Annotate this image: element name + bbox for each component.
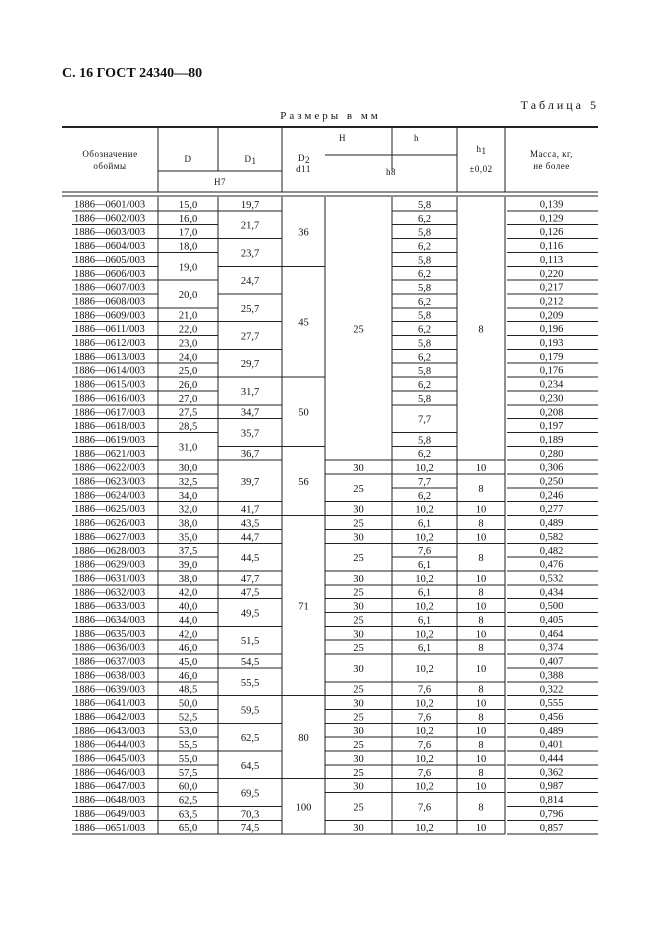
col-D2-cell: 50 [298, 407, 309, 419]
row-designation: 1886—0627/003 [74, 531, 146, 543]
col-h-cell: 7,6 [417, 712, 432, 724]
col-D-cell: 20,0 [178, 289, 198, 301]
row-designation: 1886—0645/003 [74, 753, 146, 765]
col-H-cell: 25 [353, 587, 364, 599]
col-h1-cell: 8 [478, 553, 484, 565]
col-D1-cell: 23,7 [240, 248, 260, 260]
col-D-cell: 31,0 [178, 442, 198, 454]
col-h-cell: 10,2 [415, 504, 434, 516]
col-D1-cell: 27,7 [240, 331, 260, 343]
col-h-cell: 6,2 [417, 449, 432, 461]
col-h-cell: 5,8 [417, 255, 432, 267]
col-D1-cell: 47,7 [240, 573, 260, 585]
mass-cell: 0,489 [539, 725, 564, 737]
col-D1-cell: 54,5 [240, 656, 260, 668]
header-h-small: h [414, 133, 419, 143]
col-D-cell: 40,0 [178, 601, 198, 613]
row-designation: 1886—0612/003 [74, 338, 146, 349]
mass-cell: 0,814 [539, 795, 564, 807]
mass-cell: 0,362 [539, 767, 564, 779]
col-h-cell: 6,2 [417, 296, 432, 308]
mass-cell: 0,230 [539, 393, 564, 405]
col-H-cell: 25 [353, 767, 364, 779]
header-h-big: H [339, 133, 346, 143]
row-designation: 1886—0649/003 [74, 808, 146, 820]
col-h-cell: 5,8 [417, 283, 432, 295]
col-h1-cell: 8 [478, 518, 484, 530]
row-designation: 1886—0628/003 [74, 545, 146, 557]
row-designation: 1886—0642/003 [74, 711, 146, 723]
col-H-cell: 30 [353, 629, 364, 641]
col-h-cell: 10,2 [415, 753, 434, 765]
col-h-cell: 6,2 [417, 379, 432, 391]
header-mass: не более [533, 161, 570, 171]
col-D1-cell: 59,5 [240, 705, 260, 717]
row-designation: 1886—0613/003 [74, 351, 146, 363]
row-designation: 1886—0608/003 [74, 296, 146, 308]
col-D1-cell: 25,7 [240, 303, 260, 315]
header-d2: D [298, 153, 305, 163]
mass-cell: 0,555 [539, 698, 564, 710]
mass-cell: 0,322 [539, 684, 564, 696]
row-designation: 1886—0639/003 [74, 684, 146, 696]
col-H-cell: 25 [353, 483, 364, 495]
row-designation: 1886—0648/003 [74, 795, 146, 807]
col-D-cell: 25,0 [178, 366, 198, 378]
col-D-cell: 38,0 [178, 573, 198, 585]
units-caption: Размеры в мм [280, 110, 381, 122]
col-D-cell: 27,0 [178, 393, 198, 405]
col-D-cell: 42,0 [178, 629, 198, 641]
row-designation: 1886—0617/003 [74, 407, 146, 419]
mass-cell: 0,407 [539, 656, 564, 668]
mass-cell: 0,212 [539, 296, 564, 308]
mass-cell: 0,280 [539, 448, 564, 460]
col-h1-cell: 10 [475, 726, 487, 738]
col-D-cell: 35,0 [178, 532, 198, 544]
col-D-cell: 21,0 [178, 310, 198, 322]
col-D-cell: 52,5 [178, 712, 198, 724]
col-h-cell: 5,8 [417, 227, 432, 239]
col-h1-cell: 10 [475, 753, 487, 765]
col-h-cell: 7,6 [417, 740, 432, 752]
col-D1-cell: 44,7 [240, 532, 260, 544]
col-h-cell: 6,1 [417, 643, 432, 655]
col-D1-cell: 74,5 [240, 823, 260, 835]
col-h-cell: 10,2 [415, 573, 434, 585]
mass-cell: 0,217 [539, 282, 564, 294]
mass-cell: 0,116 [539, 241, 564, 253]
header-d1-subscript: 1 [251, 156, 257, 166]
row-designation: 1886—0607/003 [74, 282, 146, 294]
col-D2-cell: 100 [295, 802, 312, 814]
col-h-cell: 6,1 [417, 560, 432, 572]
col-h1-cell: 10 [475, 823, 487, 835]
col-D1-cell: 47,5 [240, 587, 260, 599]
mass-cell: 0,250 [539, 476, 564, 488]
col-h1-cell: 8 [478, 483, 484, 495]
row-designation: 1886—0605/003 [74, 254, 146, 266]
col-D1-cell: 49,5 [240, 608, 260, 620]
col-h1-cell: 8 [478, 587, 484, 599]
col-D-cell: 39,0 [178, 560, 198, 572]
col-D1-cell: 51,5 [240, 636, 260, 648]
mass-cell: 0,434 [539, 587, 564, 599]
mass-cell: 0,196 [539, 324, 564, 336]
mass-cell: 0,582 [539, 531, 564, 543]
row-designation: 1886—0629/003 [74, 559, 146, 571]
col-D1-cell: 34,7 [240, 407, 260, 419]
col-h-cell: 5,8 [417, 310, 432, 322]
col-h-cell: 6,2 [417, 241, 432, 253]
mass-cell: 0,234 [539, 379, 564, 391]
row-designation: 1886—0637/003 [74, 656, 146, 668]
col-D-cell: 26,0 [178, 379, 198, 391]
col-H-cell: 25 [353, 740, 364, 752]
col-D1-cell: 44,5 [240, 553, 260, 565]
mass-cell: 0,464 [539, 628, 564, 640]
col-D2-cell: 80 [298, 733, 309, 745]
col-D1-cell: 24,7 [240, 276, 260, 288]
header-d1: D [244, 154, 252, 164]
col-h-cell: 5,8 [417, 435, 432, 447]
col-h-cell: 6,2 [417, 324, 432, 336]
col-h1-cell: 10 [475, 663, 487, 675]
col-D-cell: 30,0 [178, 463, 198, 475]
col-D-cell: 46,0 [178, 643, 198, 655]
col-H-cell: 30 [353, 753, 364, 765]
col-h-cell: 10,2 [415, 823, 434, 835]
mass-cell: 0,193 [539, 338, 564, 349]
mass-cell: 0,476 [539, 559, 564, 571]
mass-cell: 0,179 [539, 351, 564, 363]
col-h1-cell: 8 [478, 712, 484, 724]
col-D-cell: 38,0 [178, 518, 198, 530]
header-mass: Масса, кг, [530, 149, 573, 159]
col-h-cell: 10,2 [415, 463, 434, 475]
mass-cell: 0,857 [539, 822, 564, 834]
mass-cell: 0,197 [539, 421, 564, 433]
col-D-cell: 60,0 [178, 781, 198, 793]
col-D-cell: 32,5 [178, 476, 198, 488]
row-designation: 1886—0619/003 [74, 434, 146, 446]
col-h1-cell: 10 [475, 504, 487, 516]
col-H-cell: 30 [353, 698, 364, 710]
col-h-cell: 7,6 [417, 767, 432, 779]
col-D-cell: 37,5 [178, 546, 198, 558]
row-designation: 1886—0644/003 [74, 739, 146, 751]
col-D2-cell: 71 [298, 601, 309, 613]
col-h-cell: 5,8 [417, 393, 432, 405]
col-D-cell: 18,0 [178, 241, 198, 253]
col-h-cell: 10,2 [415, 629, 434, 641]
col-h1-cell: 10 [475, 573, 487, 585]
col-D-cell: 48,5 [178, 684, 198, 696]
col-h-cell: 5,8 [417, 199, 432, 211]
mass-cell: 0,796 [539, 808, 564, 820]
col-D1-cell: 31,7 [240, 386, 260, 398]
col-D-cell: 45,0 [178, 656, 198, 668]
col-D-cell: 34,0 [178, 490, 198, 502]
col-D-cell: 65,0 [178, 823, 198, 835]
col-D-cell: 19,0 [178, 262, 198, 274]
col-H-cell: 30 [353, 601, 364, 613]
page-title: С. 16 ГОСТ 24340—80 [62, 66, 203, 81]
col-h-cell: 6,2 [417, 213, 432, 225]
col-h-cell: 5,8 [417, 338, 432, 350]
col-h1-cell: 8 [478, 324, 484, 336]
col-D2-cell: 45 [298, 317, 309, 329]
mass-cell: 0,444 [539, 753, 564, 765]
row-designation: 1886—0622/003 [74, 462, 146, 474]
mass-cell: 0,209 [539, 310, 564, 322]
col-H-cell: 30 [353, 781, 364, 793]
col-D-cell: 53,0 [178, 726, 198, 738]
mass-cell: 0,139 [539, 199, 564, 211]
col-H-cell: 30 [353, 573, 364, 585]
col-D-cell: 27,5 [178, 407, 198, 419]
mass-cell: 0,405 [539, 615, 564, 626]
row-designation: 1886—0615/003 [74, 379, 146, 391]
col-D-cell: 15,0 [178, 199, 198, 211]
col-h-cell: 6,1 [417, 615, 432, 627]
col-D-cell: 22,0 [178, 324, 198, 336]
mass-cell: 0,482 [539, 545, 564, 557]
mass-cell: 0,456 [539, 711, 564, 723]
table-number: Таблица 5 [520, 98, 599, 112]
col-h-cell: 10,2 [415, 726, 434, 738]
col-D1-cell: 41,7 [240, 504, 260, 516]
row-designation: 1886—0647/003 [74, 781, 146, 793]
col-H-cell: 25 [353, 802, 364, 814]
mass-cell: 0,220 [539, 268, 564, 280]
col-H-cell: 25 [353, 324, 364, 336]
col-D1-cell: 55,5 [240, 677, 260, 689]
col-H-cell: 30 [353, 726, 364, 738]
col-D-cell: 16,0 [178, 213, 198, 225]
col-h-cell: 10,2 [415, 532, 434, 544]
row-designation: 1886—0641/003 [74, 698, 146, 710]
header-designation: Обозначение [82, 149, 138, 159]
col-h-cell: 7,6 [417, 684, 432, 696]
col-h1-cell: 8 [478, 615, 484, 627]
row-designation: 1886—0614/003 [74, 365, 146, 377]
row-designation: 1886—0611/003 [74, 324, 145, 336]
col-D1-cell: 70,3 [240, 809, 260, 821]
col-H-cell: 25 [353, 712, 364, 724]
col-D1-cell: 36,7 [240, 449, 260, 461]
col-D-cell: 44,0 [178, 615, 198, 627]
row-designation: 1886—0626/003 [74, 518, 146, 530]
col-h-cell: 6,1 [417, 518, 432, 530]
row-designation: 1886—0643/003 [74, 725, 146, 737]
row-designation: 1886—0621/003 [74, 448, 146, 460]
col-H-cell: 30 [353, 532, 364, 544]
col-H-cell: 30 [353, 504, 364, 516]
col-D-cell: 55,0 [178, 753, 198, 765]
col-H-cell: 30 [353, 463, 364, 475]
col-h-cell: 7,7 [417, 414, 432, 426]
col-h1-cell: 8 [478, 802, 484, 814]
mass-cell: 0,987 [539, 781, 564, 793]
col-D1-cell: 21,7 [240, 220, 260, 232]
col-H-cell: 25 [353, 643, 364, 655]
col-D2-cell: 56 [298, 476, 309, 488]
mass-cell: 0,277 [539, 504, 564, 516]
row-designation: 1886—0634/003 [74, 615, 146, 626]
header-d2-subscript: 2 [305, 155, 310, 165]
col-D-cell: 24,0 [178, 352, 198, 364]
col-h-cell: 10,2 [415, 663, 434, 675]
row-designation: 1886—0623/003 [74, 476, 146, 488]
col-h1-cell: 8 [478, 643, 484, 655]
row-designation: 1886—0636/003 [74, 642, 146, 654]
col-h1-cell: 10 [475, 601, 487, 613]
col-H-cell: 25 [353, 518, 364, 530]
row-designation: 1886—0632/003 [74, 587, 146, 599]
col-D-cell: 57,5 [178, 767, 198, 779]
col-D1-cell: 69,5 [240, 788, 260, 800]
col-D1-cell: 19,7 [240, 199, 260, 211]
row-designation: 1886—0651/003 [74, 822, 146, 834]
row-designation: 1886—0646/003 [74, 767, 146, 779]
col-D1-cell: 43,5 [240, 518, 260, 530]
mass-cell: 0,401 [539, 739, 564, 751]
mass-cell: 0,306 [539, 462, 564, 474]
col-h1-cell: 10 [475, 781, 487, 793]
col-D-cell: 23,0 [178, 338, 198, 350]
header-h8: h8 [386, 167, 396, 177]
mass-cell: 0,129 [539, 213, 564, 225]
col-h-cell: 6,1 [417, 587, 432, 599]
col-D-cell: 28,5 [178, 421, 198, 433]
col-D-cell: 62,5 [178, 795, 198, 807]
col-H-cell: 30 [353, 663, 364, 675]
col-D-cell: 55,5 [178, 740, 198, 752]
row-designation: 1886—0631/003 [74, 573, 146, 585]
col-h-cell: 10,2 [415, 698, 434, 710]
col-h-cell: 7,6 [417, 546, 432, 558]
col-h1-cell: 10 [475, 629, 487, 641]
col-h-cell: 6,2 [417, 352, 432, 364]
col-H-cell: 25 [353, 553, 364, 565]
col-H-cell: 25 [353, 615, 364, 627]
row-designation: 1886—0625/003 [74, 504, 146, 516]
mass-cell: 0,374 [539, 642, 564, 654]
row-designation: 1886—0603/003 [74, 227, 146, 239]
col-h-cell: 10,2 [415, 601, 434, 613]
col-h1-cell: 10 [475, 463, 487, 475]
col-D-cell: 50,0 [178, 698, 198, 710]
header-h1: h [476, 144, 482, 154]
header-h1-tolerance: ±0,02 [469, 164, 493, 174]
mass-cell: 0,388 [539, 670, 564, 682]
row-designation: 1886—0606/003 [74, 268, 146, 280]
col-D-cell: 42,0 [178, 587, 198, 599]
col-h1-cell: 10 [475, 532, 487, 544]
header-h7: Н7 [214, 177, 226, 187]
mass-cell: 0,208 [539, 407, 564, 419]
col-h-cell: 7,6 [417, 802, 432, 814]
mass-cell: 0,113 [539, 254, 564, 266]
row-designation: 1886—0602/003 [74, 213, 146, 225]
col-h1-cell: 8 [478, 740, 484, 752]
col-D-cell: 32,0 [178, 504, 198, 516]
col-h-cell: 6,2 [417, 490, 432, 502]
col-H-cell: 25 [353, 684, 364, 696]
col-D-cell: 46,0 [178, 670, 198, 682]
mass-cell: 0,126 [539, 227, 564, 239]
row-designation: 1886—0618/003 [74, 421, 146, 433]
header-d2-tolerance: d11 [296, 164, 311, 174]
header-designation: обоймы [93, 161, 127, 171]
col-D1-cell: 39,7 [240, 476, 260, 488]
col-D1-cell: 29,7 [240, 359, 260, 371]
col-h-cell: 7,7 [417, 476, 432, 488]
mass-cell: 0,176 [539, 365, 564, 377]
col-D1-cell: 35,7 [240, 428, 260, 440]
col-H-cell: 30 [353, 823, 364, 835]
row-designation: 1886—0624/003 [74, 490, 146, 502]
row-designation: 1886—0638/003 [74, 670, 146, 682]
header-h1-subscript: 1 [481, 146, 487, 156]
col-D2-cell: 36 [298, 227, 309, 239]
mass-cell: 0,489 [539, 518, 564, 530]
row-designation: 1886—0635/003 [74, 628, 146, 640]
header-d: D [184, 154, 192, 164]
col-h1-cell: 10 [475, 698, 487, 710]
col-D1-cell: 62,5 [240, 733, 260, 745]
mass-cell: 0,246 [539, 490, 564, 502]
mass-cell: 0,532 [539, 573, 564, 585]
col-D-cell: 17,0 [178, 227, 198, 239]
row-designation: 1886—0601/003 [74, 199, 146, 211]
row-designation: 1886—0604/003 [74, 241, 146, 253]
row-designation: 1886—0633/003 [74, 601, 146, 613]
row-designation: 1886—0616/003 [74, 393, 146, 405]
col-h-cell: 5,8 [417, 366, 432, 378]
col-h1-cell: 8 [478, 684, 484, 696]
col-h1-cell: 8 [478, 767, 484, 779]
mass-cell: 0,189 [539, 434, 564, 446]
col-h-cell: 6,2 [417, 269, 432, 281]
col-D-cell: 63,5 [178, 809, 198, 821]
row-designation: 1886—0609/003 [74, 310, 146, 322]
mass-cell: 0,500 [539, 601, 564, 613]
col-D1-cell: 64,5 [240, 760, 260, 772]
col-h-cell: 10,2 [415, 781, 434, 793]
